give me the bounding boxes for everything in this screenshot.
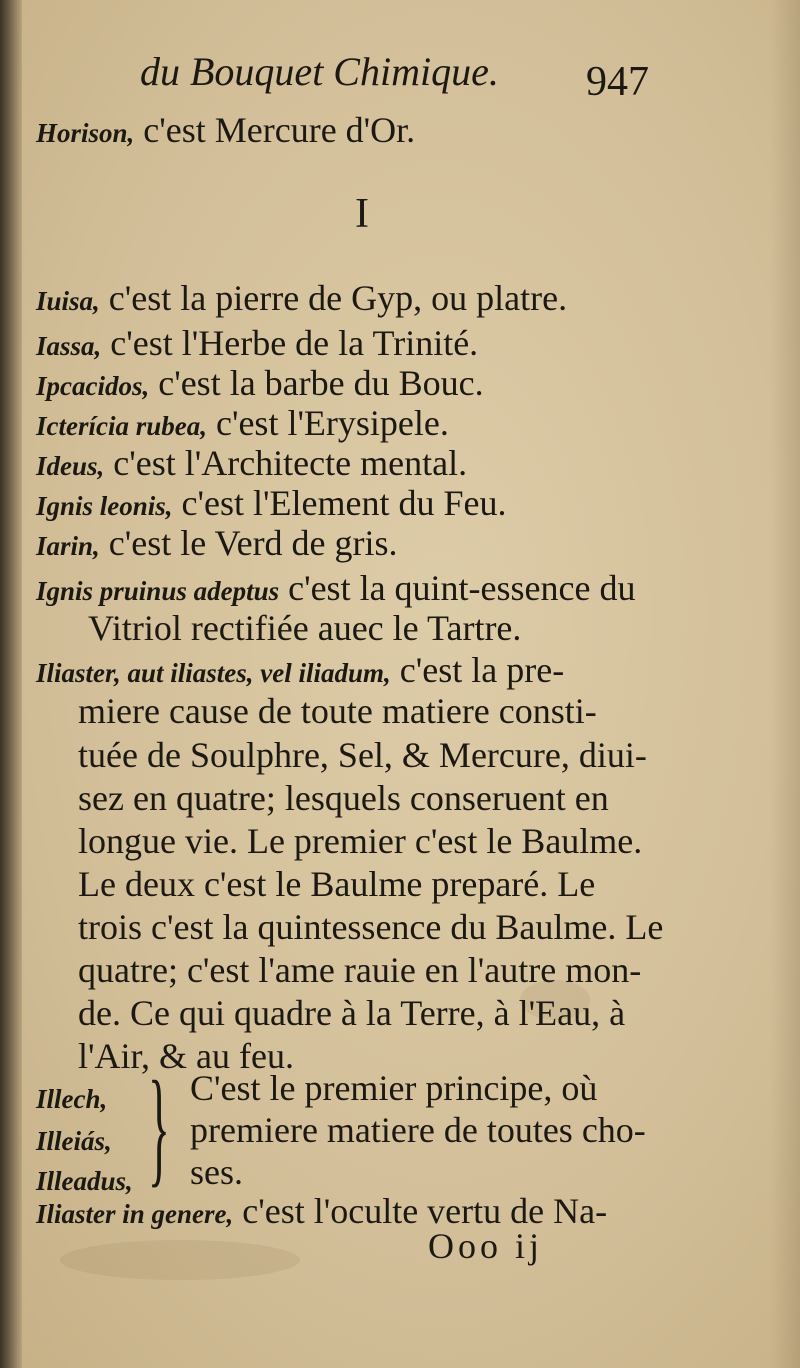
- braced-term: Illeadus,: [36, 1166, 133, 1196]
- entry: [36, 570, 635, 606]
- section-letter: I: [355, 191, 369, 237]
- entry-continuation: l'Air, & au feu.: [78, 1036, 294, 1076]
- entry-continuation: Vitriol rectifiée auec le Tartre.: [88, 608, 522, 648]
- entry-continuation: tuée de Soulphre, Sel, & Mercure, diui-: [78, 735, 647, 775]
- entry-definition: c'est l'Element du Feu.: [181, 483, 507, 523]
- entry-definition: c'est le Verd de gris.: [108, 523, 398, 563]
- entry-continuation: Le deux c'est le Baulme preparé. Le: [78, 864, 596, 904]
- braced-term: Illeiás,: [36, 1126, 112, 1156]
- running-head: du Bouquet Chimique.: [140, 49, 499, 94]
- braced-definition: C'est le premier principe, où: [190, 1068, 598, 1108]
- lead-entry: [36, 112, 415, 148]
- entry-continuation: sez en quatre; lesquels conseruent en: [78, 778, 609, 818]
- entry: [36, 485, 506, 521]
- entry-term: Horison,: [36, 118, 135, 148]
- binding-gutter: [0, 0, 22, 1368]
- entry-term: Ignis leonis,: [36, 491, 173, 521]
- entry-definition: c'est l'Herbe de la Trinité.: [110, 323, 479, 363]
- entry-definition: c'est la quint-essence du: [288, 568, 636, 608]
- entry-term: Iuisa,: [36, 286, 100, 316]
- entry-definition: c'est la barbe du Bouc.: [158, 363, 484, 403]
- entry-continuation: de. Ce qui quadre à la Terre, à l'Eau, à: [78, 993, 626, 1033]
- entry: [36, 445, 467, 481]
- entry-continuation: quatre; c'est l'ame rauie en l'autre mon-: [78, 950, 642, 990]
- entry: [36, 405, 449, 441]
- entry-definition: c'est l'Architecte mental.: [113, 443, 468, 483]
- entry-term: Iliaster in genere,: [36, 1199, 234, 1229]
- entry-term: Iliaster, aut iliastes, vel iliadum,: [36, 658, 391, 688]
- entry-term: Iassa,: [36, 331, 102, 361]
- entry-definition: c'est l'oculte vertu de Na-: [242, 1191, 608, 1231]
- entry: [36, 280, 567, 316]
- entry-continuation: trois c'est la quintessence du Baulme. Le: [78, 907, 664, 947]
- entry: [36, 325, 478, 361]
- entry-term: Ipcacidos,: [36, 371, 150, 401]
- entry: [36, 365, 484, 401]
- braced-term: Illech,: [36, 1084, 108, 1114]
- entry-term: Iarin,: [36, 531, 100, 561]
- braced-definition: premiere matiere de toutes cho-: [190, 1110, 646, 1150]
- entry-definition: c'est la pierre de Gyp, ou platre.: [108, 278, 568, 318]
- page-number: 947: [586, 59, 649, 105]
- entry-term: Ideus,: [36, 451, 105, 481]
- entry-term: Icterícia rubea,: [36, 411, 207, 441]
- iliaster-entry: [36, 652, 564, 688]
- entry-term: Ignis pruinus adeptus: [36, 576, 280, 606]
- page-edge-shadow: [770, 0, 800, 1368]
- entry-continuation: longue vie. Le premier c'est le Baulme.: [78, 821, 643, 861]
- entry: [36, 1193, 607, 1229]
- braced-definition: ses.: [190, 1152, 243, 1192]
- brace-mark: }: [148, 1055, 170, 1199]
- entry-definition: c'est la pre-: [399, 650, 565, 690]
- signature-mark: Ooo ij: [428, 1226, 544, 1266]
- entry-definition: c'est Mercure d'Or.: [143, 110, 416, 150]
- paper-stain: [60, 1240, 300, 1280]
- entry: [36, 525, 398, 561]
- entry-continuation: miere cause de toute matiere consti-: [78, 691, 597, 731]
- entry-definition: c'est l'Erysipele.: [215, 403, 449, 443]
